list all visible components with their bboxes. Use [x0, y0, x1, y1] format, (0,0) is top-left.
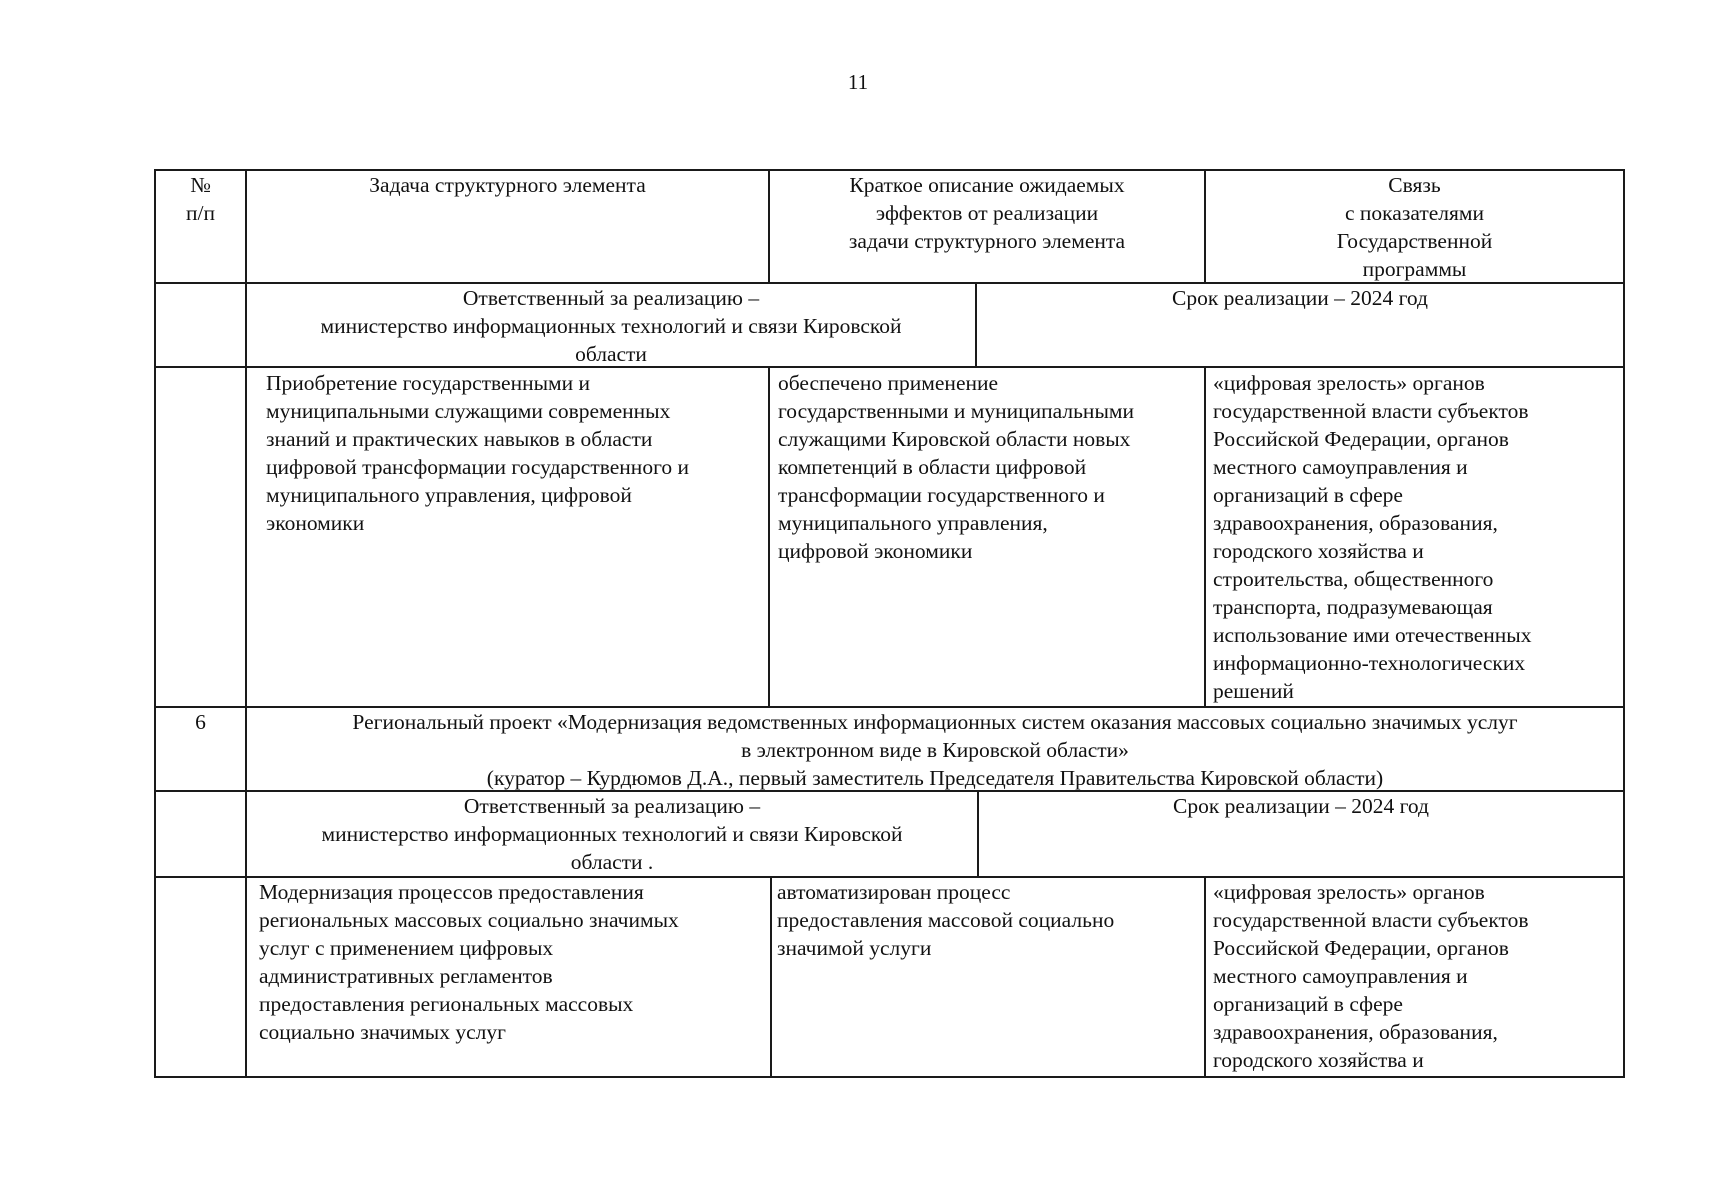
table-rule: [1204, 366, 1206, 708]
project-title: Региональный проект «Модернизация ведомственных информационных систем оказания массовых социально значимых услуг в электронном виде в Кировской области» (куратор – Курдюмов Д.А., первый заместитель Председателя Правительства Кировской области): [352, 710, 1518, 790]
link-1: «цифровая зрелость» органов государственной власти субъектов Российской Федерации, органов местного самоуправления и организаций в сфере здравоохранения, образования, городского хозяйства и строительства, общественного транспорта, подразумевающая использование ими отечественных информационно-технологических решений: [1213, 371, 1532, 703]
header-link: Связь с показателями Государственной программы: [1336, 173, 1493, 281]
table-rule: [1623, 169, 1625, 1078]
deadline-1: Срок реализации – 2024 год: [1172, 286, 1428, 310]
responsible-1: Ответственный за реализацию – министерство информационных технологий и связи Кировской области: [320, 286, 902, 366]
table-rule: [154, 1076, 1625, 1078]
header-effects: Краткое описание ожидаемых эффектов от реализации задачи структурного элемента: [848, 173, 1126, 253]
project-number: 6: [195, 710, 206, 734]
link-2: «цифровая зрелость» органов государственной власти субъектов Российской Федерации, органов местного самоуправления и организаций в сфере здравоохранения, образования, городского хозяйства и: [1213, 880, 1529, 1072]
table-rule: [154, 169, 156, 1078]
header-number: № п/п: [186, 173, 215, 225]
responsible-2: Ответственный за реализацию – министерство информационных технологий и связи Кировской области .: [321, 794, 903, 874]
task-1: Приобретение государственными и муниципальными служащими современных знаний и практических навыков в области цифровой трансформации государственного и муниципального управления, цифровой экономики: [266, 371, 689, 535]
table-rule: [154, 366, 1625, 368]
effect-1: обеспечено применение государственными и муниципальными служащими Кировской области новых компетенций в области цифровой трансформации государственного и муниципального управления, цифровой экономики: [778, 371, 1134, 563]
task-2: Модернизация процессов предоставления региональных массовых социально значимых услуг с применением цифровых административных регламентов предоставления региональных массовых социально значимых услуг: [259, 880, 679, 1044]
page-number: 11: [847, 70, 869, 94]
table-rule: [768, 366, 770, 708]
table-rule: [1204, 876, 1206, 1078]
header-task: Задача структурного элемента: [369, 173, 646, 197]
effect-2: автоматизирован процесс предоставления массовой социально значимой услуги: [777, 880, 1115, 960]
table-rule: [770, 876, 772, 1078]
deadline-2: Срок реализации – 2024 год: [1173, 794, 1429, 818]
